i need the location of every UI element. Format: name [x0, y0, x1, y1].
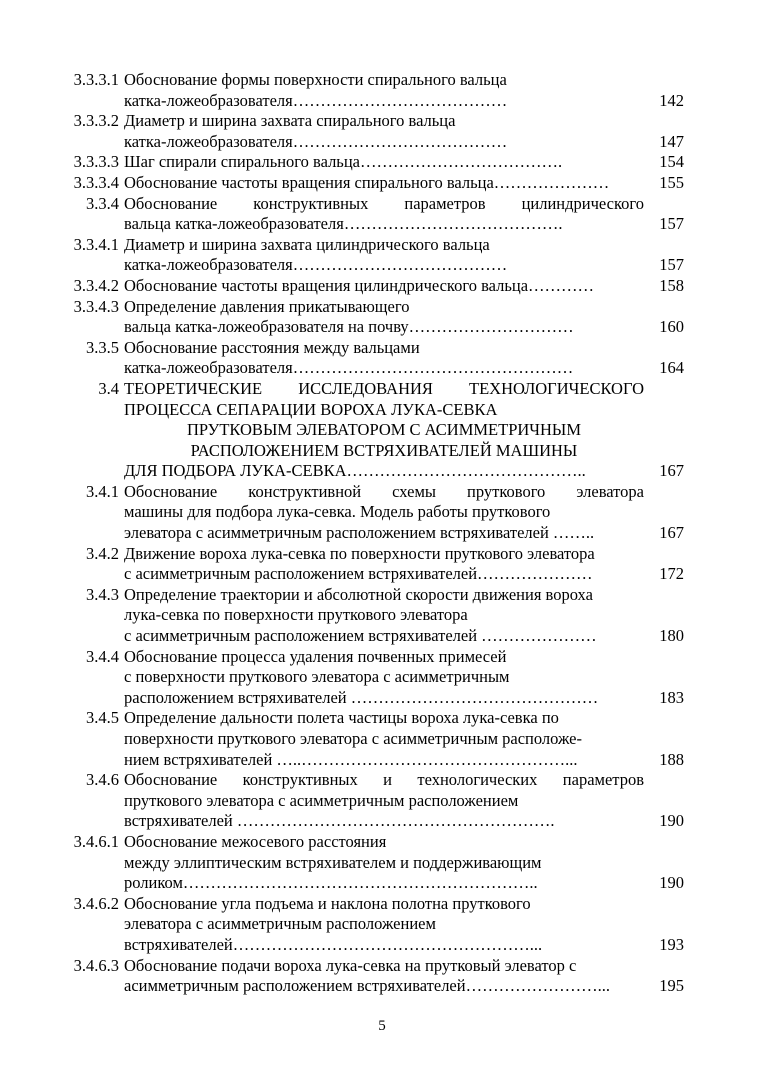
- toc-entry-title-line: Определение давления прикатывающего: [124, 296, 410, 316]
- toc-entry-title-line: катка-ложеобразователя…………………………………: [124, 131, 508, 151]
- toc-entry-number: 3.4.2: [86, 543, 119, 563]
- toc-entry-page: 164: [659, 358, 684, 378]
- toc-entry-number: 3.4.6.2: [73, 893, 119, 913]
- toc-entry-title-line: Обоснование конструктивной схемы пруткового элеватора: [124, 481, 644, 501]
- toc-entry-page: 147: [659, 131, 684, 151]
- toc-entry-title-line: Обоснование частоты вращения цилиндрического вальца…………: [124, 275, 595, 295]
- toc-entry-page: 190: [659, 811, 684, 831]
- toc-entry-number: 3.3.3.4: [73, 172, 119, 192]
- toc-entry: [0, 194, 764, 235]
- toc-entry-number: 3.3.3.2: [73, 111, 119, 131]
- toc-entry-title-line: Определение дальности полета частицы вороха лука-севка по: [124, 708, 559, 728]
- toc-entry-title-line: встряхивателей ………………………………………………….: [124, 811, 555, 831]
- toc-entry-title-line: Движение вороха лука-севка по поверхности пруткового элеватора: [124, 543, 595, 563]
- toc-entry-page: 155: [659, 172, 684, 192]
- toc-entry-page: 157: [659, 255, 684, 275]
- toc-entry: [0, 544, 764, 585]
- toc-entry-number: 3.3.3.1: [73, 70, 119, 89]
- toc-entry-number: 3.3.5: [86, 337, 119, 357]
- toc-entry-title-line: Обоснование угла подъема и наклона полотна пруткового: [124, 893, 531, 913]
- toc-entry: [0, 894, 764, 956]
- toc-entry-page: 180: [659, 626, 684, 646]
- toc-entry-title-line: ПРУТКОВЫМ ЭЛЕВАТОРОМ С АСИММЕТРИЧНЫМ: [186, 420, 581, 440]
- toc-entry-title-line: Шаг спирали спирального вальца……………………………….: [124, 152, 563, 172]
- toc-entry-title-line: ДЛЯ ПОДБОРА ЛУКА-СЕВКА……………………………………..: [124, 461, 586, 481]
- toc-entry-page: 167: [659, 523, 684, 543]
- toc-entry-title-line: роликом………………………………………………………..: [124, 873, 538, 893]
- toc-entry-title-line: РАСПОЛОЖЕНИЕМ ВСТРЯХИВАТЕЛЕЙ МАШИНЫ: [190, 440, 578, 460]
- toc-entry-title-line: поверхности пруткового элеватора с асимметричным расположе-: [124, 729, 582, 748]
- toc-entry-title-line: машины для подбора лука-севка. Модель работы пруткового: [124, 502, 551, 522]
- toc-entry-title-line: Обоснование конструктивных параметров цилиндрического: [124, 193, 644, 213]
- toc-entry-number: 3.4.6.3: [73, 955, 119, 975]
- page-number: 5: [378, 1018, 386, 1034]
- toc-entry-title-line: Диаметр и ширина захвата цилиндрического вальца: [124, 234, 490, 254]
- toc-entry-number: 3.3.4.2: [73, 275, 119, 295]
- toc-entry-number: 3.4.4: [86, 646, 119, 666]
- toc-entry-page: 142: [659, 90, 684, 110]
- toc-entry-title-line: Обоснование межосевого расстояния: [124, 831, 387, 851]
- toc-entry-page: 188: [659, 749, 684, 769]
- toc-entry-title-line: Диаметр и ширина захвата спирального вальца: [124, 111, 456, 131]
- toc-entry-number: 3.4.6.1: [73, 831, 119, 851]
- table-of-contents: [0, 70, 764, 997]
- toc-entry-title-line: катка-ложеобразователя……………………………………………: [124, 358, 574, 378]
- toc-entry-number: 3.4.6: [86, 770, 119, 790]
- toc-entry-number: 3.3.3.3: [73, 152, 119, 172]
- toc-entry-title-line: асимметричным расположением встряхивателей……………………...: [124, 976, 610, 996]
- toc-entry-page: 158: [659, 275, 684, 295]
- toc-entry: [0, 379, 764, 482]
- toc-entry-title-line: встряхивателей………………………………………………...: [124, 934, 543, 954]
- toc-entry: [0, 111, 764, 152]
- toc-entry: [0, 338, 764, 379]
- toc-entry: [0, 235, 764, 276]
- toc-entry-number: 3.4.5: [86, 708, 119, 728]
- toc-entry-number: 3.3.4.3: [73, 296, 119, 316]
- toc-entry-title-line: вальца катка-ложеобразователя………………………………….: [124, 214, 563, 234]
- toc-entry: [0, 770, 764, 832]
- toc-entry-title-line: Обоснование расстояния между вальцами: [124, 337, 420, 357]
- toc-entry-title-line: лука-севка по поверхности пруткового элеватора: [124, 605, 468, 625]
- toc-entry-number: 3.4.1: [86, 481, 119, 501]
- toc-entry-title-line: Определение траектории и абсолютной скорости движения вороха: [124, 584, 593, 604]
- toc-entry-page: 167: [659, 461, 684, 481]
- toc-entry-page: 190: [659, 873, 684, 893]
- toc-entry-number: 3.3.4.1: [73, 234, 119, 254]
- toc-entry-page: 193: [659, 934, 684, 954]
- toc-entry-title-line: Обоснование подачи вороха лука-севка на прутковый элеватор с: [124, 955, 577, 975]
- toc-entry: [0, 70, 764, 111]
- toc-entry: [0, 297, 764, 338]
- toc-entry-title-line: с асимметричным расположением встряхивателей …………………: [124, 626, 597, 646]
- toc-entry-title-line: Обоснование процесса удаления почвенных примесей: [124, 646, 507, 666]
- toc-entry-title-line: с асимметричным расположением встряхивателей…………………: [124, 564, 593, 584]
- toc-entry-title-line: элеватора с асимметричным расположением: [124, 914, 436, 934]
- toc-entry-title-line: ТЕОРЕТИЧЕСКИЕ ИССЛЕДОВАНИЯ ТЕХНОЛОГИЧЕСКОГО: [124, 378, 644, 398]
- toc-entry-number: 3.4: [98, 378, 119, 398]
- toc-entry-title-line: катка-ложеобразователя…………………………………: [124, 255, 508, 275]
- toc-entry-title-line: Обоснование частоты вращения спирального вальца…………………: [124, 172, 610, 192]
- toc-entry-title-line: с поверхности пруткового элеватора с асимметричным: [124, 667, 510, 687]
- toc-entry-title-line: Обоснование конструктивных и технологических параметров: [124, 770, 644, 790]
- toc-entry-title-line: между эллиптическим встряхивателем и поддерживающим: [124, 852, 542, 872]
- toc-entry-title-line: нием встряхивателей …..…………………………………………...: [124, 749, 578, 769]
- toc-entry: [0, 482, 764, 544]
- toc-entry-page: 195: [659, 976, 684, 996]
- toc-entry: [0, 276, 764, 297]
- toc-entry-page: 160: [659, 317, 684, 337]
- toc-entry-title-line: вальца катка-ложеобразователя на почву…………………………: [124, 317, 574, 337]
- toc-entry-title-line: катка-ложеобразователя…………………………………: [124, 90, 508, 110]
- toc-entry-title-line: Обоснование формы поверхности спирального вальца: [124, 70, 507, 89]
- toc-entry: [0, 956, 764, 997]
- toc-entry-title-line: элеватора с асимметричным расположением встряхивателей ……..: [124, 523, 595, 543]
- toc-entry-page: 172: [659, 564, 684, 584]
- toc-entry: [0, 585, 764, 647]
- toc-entry: [0, 708, 764, 770]
- toc-entry-page: 157: [659, 214, 684, 234]
- toc-entry-title-line: ПРОЦЕССА СЕПАРАЦИИ ВОРОХА ЛУКА-СЕВКА: [124, 399, 498, 419]
- toc-entry-page: 154: [659, 152, 684, 172]
- toc-entry: [0, 647, 764, 709]
- toc-entry-page: 183: [659, 687, 684, 707]
- toc-entry-title-line: расположением встряхивателей ………………………………………: [124, 687, 599, 707]
- toc-entry-number: 3.4.3: [86, 584, 119, 604]
- toc-entry-title-line: пруткового элеватора с асимметричным расположением: [124, 790, 519, 810]
- toc-entry: [0, 152, 764, 173]
- toc-entry-number: 3.3.4: [86, 193, 119, 213]
- toc-entry: [0, 832, 764, 894]
- toc-entry: [0, 173, 764, 194]
